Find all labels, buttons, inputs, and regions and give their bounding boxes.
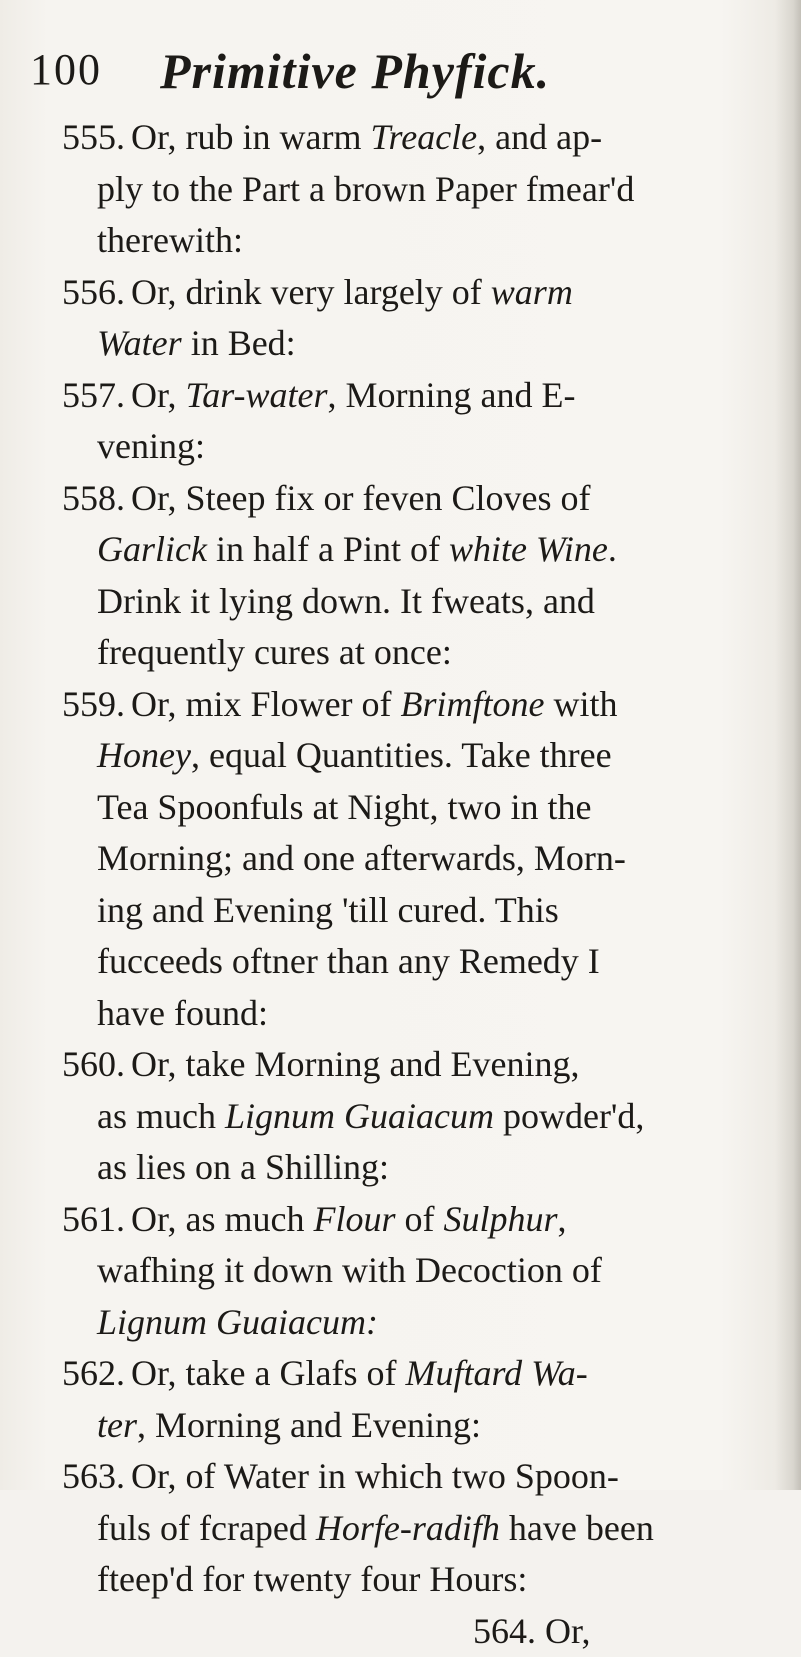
entry-number: 562.: [62, 1353, 125, 1393]
italic-term: ter: [97, 1405, 137, 1445]
italic-term: Honey: [97, 735, 191, 775]
text-segment: , Morning and E-: [328, 375, 576, 415]
entry-line: [62, 1554, 774, 1606]
italic-term: Sulphur: [444, 1199, 558, 1239]
text-segment: Or, mix Flower of: [131, 684, 401, 724]
entry-line: [62, 318, 774, 370]
entry-line: [62, 1503, 774, 1555]
text-segment: , equal Quantities. Take three: [191, 735, 612, 775]
entry-number: 558.: [62, 478, 125, 518]
entry-line: [62, 1245, 774, 1297]
entry-number: 559.: [62, 684, 125, 724]
entry-line: [62, 627, 774, 679]
entry-line: [62, 421, 774, 473]
entry-line: [62, 215, 774, 267]
text-segment: Morning; and one afterwards, Morn-: [97, 838, 626, 878]
text-segment: ply to the Part a brown Paper fmear'd: [97, 169, 634, 209]
page-header: [30, 38, 770, 108]
entry-first-line: [62, 1451, 774, 1503]
text-segment: , and ap-: [477, 117, 602, 157]
text-segment: as lies on a Shilling:: [97, 1147, 389, 1187]
entry-first-line: [62, 1194, 774, 1246]
text-segment: fucceeds oftner than any Remedy I: [97, 941, 600, 981]
text-segment: therewith:: [97, 220, 243, 260]
entry-line: [62, 885, 774, 937]
italic-term: Muftard Wa-: [405, 1353, 587, 1393]
entry-line: [62, 524, 774, 576]
text-segment: of: [396, 1199, 444, 1239]
text-segment: Or, rub in warm: [131, 117, 371, 157]
text-segment: ing and Evening 'till cured. This: [97, 890, 559, 930]
entry-line: [62, 833, 774, 885]
entry-number: 555.: [62, 117, 125, 157]
entry-line: [62, 730, 774, 782]
italic-term: white Wine: [449, 529, 608, 569]
text-segment: wafhing it down with Decoction of: [97, 1250, 602, 1290]
text-segment: Or,: [131, 375, 186, 415]
entry-number: 556.: [62, 272, 125, 312]
italic-term: Lignum Guaiacum: [225, 1096, 494, 1136]
text-segment: in half a Pint of: [207, 529, 449, 569]
text-segment: as much: [97, 1096, 225, 1136]
text-segment: fteep'd for twenty four Hours:: [97, 1559, 527, 1599]
text-segment: Or, of Water in which two Spoon-: [131, 1456, 619, 1496]
entry-line: [62, 936, 774, 988]
page-number: 100: [30, 44, 102, 95]
text-segment: Or, Steep fix or feven Cloves of: [131, 478, 590, 518]
text-segment: , Morning and Evening:: [137, 1405, 481, 1445]
entry-first-line: [62, 112, 774, 164]
entry-first-line: [62, 267, 774, 319]
text-segment: vening:: [97, 426, 205, 466]
text-segment: in Bed:: [182, 323, 296, 363]
entry-first-line: [62, 473, 774, 525]
text-segment: Or, drink very largely of: [131, 272, 491, 312]
italic-term: Lignum Guaiacum:: [97, 1302, 378, 1342]
entry-line: [62, 782, 774, 834]
entry-line: [62, 988, 774, 1040]
entry-line: [62, 576, 774, 628]
text-segment: .: [608, 529, 617, 569]
text-segment: ,: [558, 1199, 567, 1239]
text-segment: frequently cures at once:: [97, 632, 452, 672]
text-segment: with: [545, 684, 618, 724]
italic-term: Flour: [314, 1199, 396, 1239]
entry-first-line: [62, 370, 774, 422]
text-segment: fuls of fcraped: [97, 1508, 316, 1548]
entry-line: [62, 1297, 774, 1349]
entry-first-line: [62, 1348, 774, 1400]
text-segment: Tea Spoonfuls at Night, two in the: [97, 787, 591, 827]
text-segment: powder'd,: [494, 1096, 644, 1136]
entry-line: [62, 1091, 774, 1143]
italic-term: Horfe-radifh: [316, 1508, 500, 1548]
entry-number: 563.: [62, 1456, 125, 1496]
page-edge-shadow: [775, 0, 801, 1490]
italic-term: Brimftone: [401, 684, 545, 724]
entry-number: 561.: [62, 1199, 125, 1239]
entry-line: [62, 1400, 774, 1452]
remedy-list: [62, 112, 774, 1657]
italic-term: Garlick: [97, 529, 207, 569]
text-segment: have found:: [97, 993, 268, 1033]
entry-line: [62, 1142, 774, 1194]
italic-term: Treacle: [371, 117, 478, 157]
italic-term: warm: [491, 272, 573, 312]
text-segment: Drink it lying down. It fweats, and: [97, 581, 595, 621]
running-title: Primitive Phyfick.: [160, 42, 550, 100]
text-segment: have been: [500, 1508, 654, 1548]
text-segment: Or, take Morning and Evening,: [131, 1044, 579, 1084]
entry-first-line: [62, 1039, 774, 1091]
entry-first-line: [62, 679, 774, 731]
italic-term: Tar-water: [186, 375, 328, 415]
italic-term: Water: [97, 323, 182, 363]
entry-number: 557.: [62, 375, 125, 415]
entry-number: 560.: [62, 1044, 125, 1084]
catchword: 564. Or,: [62, 1606, 774, 1657]
text-segment: Or, take a Glafs of: [131, 1353, 405, 1393]
entry-line: [62, 164, 774, 216]
text-segment: Or, as much: [131, 1199, 314, 1239]
